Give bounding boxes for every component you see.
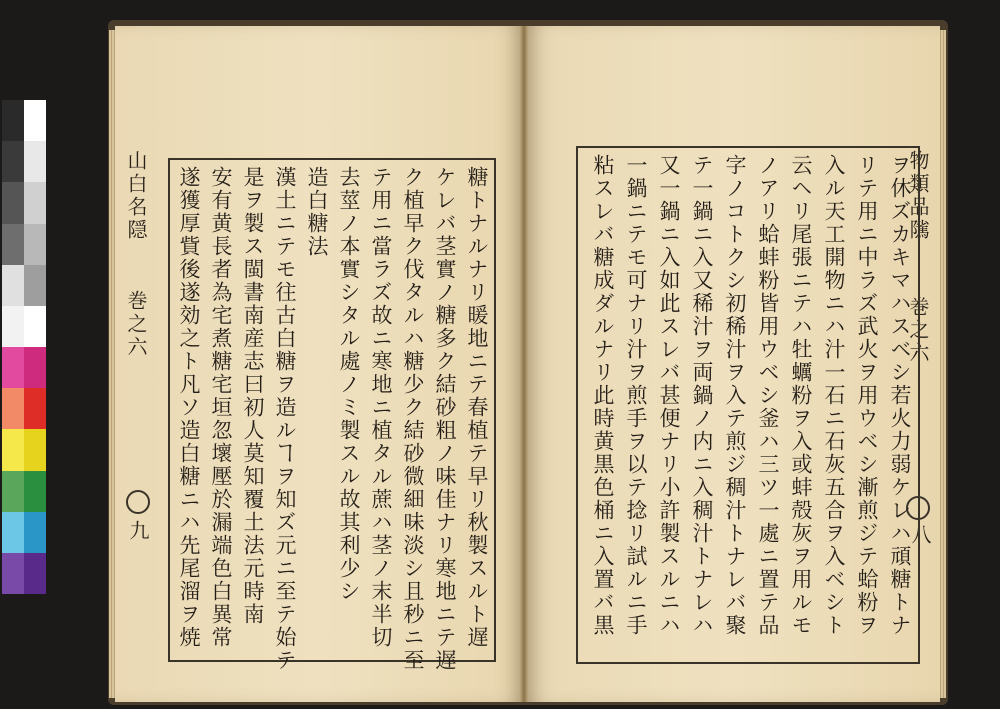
right-page-text-column: 又一鍋ニ入如此スレバ甚便ナリ小許製スルニハ (657, 154, 681, 637)
right-page-text-column: ヲ休ズカキマハスベシ若火力弱ケレハ頑糖トナ (888, 154, 912, 637)
color-calibration-strip (2, 100, 46, 594)
left-margin-folio: 九 (126, 520, 150, 543)
calibration-swatch (24, 100, 46, 141)
left-page-text-column: 漢土ニテモ往古白糖ヲ造ルヿヲ知ズ元ニ至テ始テ (273, 166, 297, 672)
calibration-swatch (24, 512, 46, 553)
left-page-text-column: 是ヲ製ス閩書南産志曰初人莫知覆土法元時南 (241, 166, 265, 626)
calibration-swatch (24, 141, 46, 182)
calibration-swatch (2, 265, 24, 306)
calibration-swatch (2, 182, 24, 223)
calibration-swatch (2, 471, 24, 512)
left-page-text-column: テ用ニ當ラズ故ニ寒地ニ植タル蔗ハ茎ノ末半切 (369, 166, 393, 649)
calibration-swatch (2, 306, 24, 347)
right-page-text-column: 粘スレバ糖成ダルナリ此時黄黒色桶ニ入置バ黒 (591, 154, 615, 637)
calibration-swatch (24, 224, 46, 265)
left-page-text-column: 造白糖法 (305, 166, 329, 258)
calibration-swatch (24, 265, 46, 306)
calibration-swatch (2, 224, 24, 265)
right-page-text-column: 一鍋ニテモ可ナリ汁ヲ煎手ヲ以テ捻リ試ルニ手 (624, 154, 648, 637)
right-text-frame (576, 146, 920, 664)
right-page-text-column: ノアリ蛤蚌粉皆用ウベシ釜ハ三ツ一處ニ置テ品 (756, 154, 780, 637)
calibration-swatch (24, 388, 46, 429)
calibration-swatch (2, 100, 24, 141)
right-page-text-column: 入ル天工開物ニハ汁一石ニ石灰五合ヲ入ベシト (822, 154, 846, 637)
calibration-swatch (24, 553, 46, 594)
left-margin-title: 山白名隠 (124, 150, 148, 242)
left-page-text-column: ケレバ茎實ノ糖多ク結砂粗ノ味佳ナリ寒地ニテ遅 (433, 166, 457, 672)
calibration-swatch (2, 429, 24, 470)
right-page-text-column: リテ用ニ中ラズ武火ヲ用ウベシ漸煎ジテ蛤粉ヲ (855, 154, 879, 637)
calibration-swatch (2, 388, 24, 429)
right-margin-folio: 八 (908, 524, 932, 547)
left-page-text-column: 糖トナルナリ暖地ニテ春植テ早リ秋製スルト遅 (465, 166, 489, 649)
right-page-text-column: 字ノコトクシ初稀汁ヲ入テ煎ジ稠汁トナレバ聚 (723, 154, 747, 637)
calibration-swatch (24, 182, 46, 223)
right-page-text-column: テ一鍋ニ入又稀汁ヲ両鍋ノ内ニ入稠汁トナレハ (690, 154, 714, 637)
left-margin-volume: 巻之六 (124, 290, 148, 359)
calibration-swatch (24, 306, 46, 347)
left-page-text-column: 安有黄長者為宅煮糖宅垣忽壞壓於漏端色白異常 (209, 166, 233, 649)
right-page-text-column: 云ヘリ尾張ニテハ牡蠣粉ヲ入或蚌殻灰ヲ用ルモ (789, 154, 813, 637)
calibration-swatch (2, 347, 24, 388)
book-gutter (520, 26, 528, 702)
calibration-swatch (2, 553, 24, 594)
calibration-swatch (24, 347, 46, 388)
calibration-swatch (2, 141, 24, 182)
calibration-swatch (2, 512, 24, 553)
left-text-frame (168, 158, 496, 672)
left-page-text-column: 遂獲厚貲後遂効之ト凡ソ造白糖ニハ先尾溜ヲ焼 (177, 166, 201, 649)
left-page-text-column: ク植早ク伐タルハ糖少ク結砂微細味淡シ且秒ニ至 (401, 166, 425, 672)
left-fold-mark (126, 490, 150, 514)
calibration-swatch (24, 471, 46, 512)
right-margin-volume: 巻之六 (906, 296, 930, 365)
right-margin-title: 物類品隲 (906, 150, 930, 242)
calibration-swatch (24, 429, 46, 470)
left-page-text-column: 去莖ノ本實シタル處ノミ製スル故其利少シ (337, 166, 361, 603)
